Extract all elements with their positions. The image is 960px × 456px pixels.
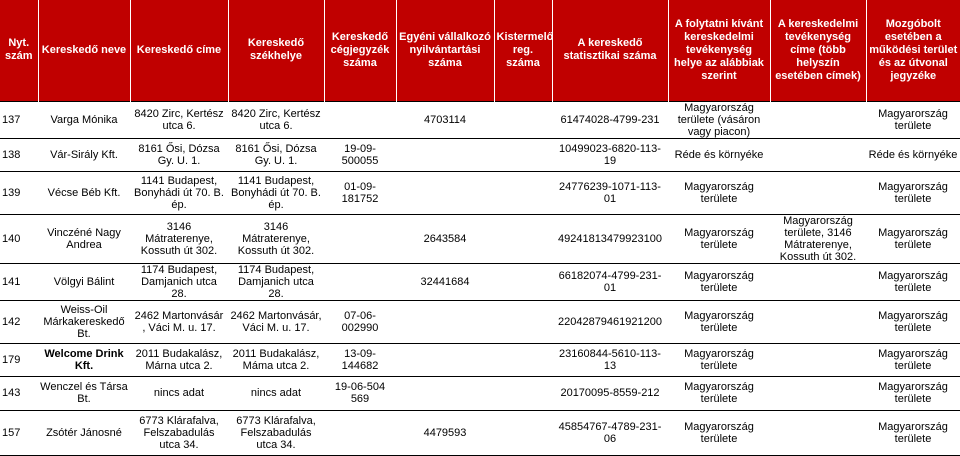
table-row	[0, 376, 960, 410]
cell-mobile-store: Magyarország területe	[866, 300, 960, 343]
cell-activity-place: Magyarország területe	[668, 214, 770, 263]
cell-company-reg	[324, 410, 396, 455]
cell-mobile-store: Magyarország területe	[866, 171, 960, 214]
header-mobile-store: Mozgóbolt esetében a működési terület és az útvonal jegyzéke	[866, 0, 960, 101]
cell-seat: 2462 Martonvásár, Váci M. u. 17.	[228, 300, 324, 343]
cell-name: Wenczel és Társa Bt.	[38, 376, 130, 410]
cell-kistermelo	[494, 263, 552, 300]
cell-mobile-store: Magyarország területe	[866, 343, 960, 376]
cell-nyt: 142	[0, 300, 38, 343]
cell-ev-number: 4703114	[396, 101, 494, 138]
cell-stat-number: 10499023-6820-113-19	[552, 138, 668, 171]
cell-activity-place: Magyarország területe (vásáron vagy piacon)	[668, 101, 770, 138]
cell-address: 1141 Budapest, Bonyhádi út 70. B. ép.	[130, 171, 228, 214]
cell-activity-place: Magyarország területe	[668, 300, 770, 343]
cell-mobile-store: Magyarország területe	[866, 410, 960, 455]
header-ev-number: Egyéni vállalkozó nyilvántartási száma	[396, 0, 494, 101]
cell-activity-address	[770, 343, 866, 376]
cell-activity-address	[770, 300, 866, 343]
cell-seat: 1174 Budapest, Damjanich utca 28.	[228, 263, 324, 300]
cell-address: 3146 Mátraterenye, Kossuth út 302.	[130, 214, 228, 263]
header-row	[0, 0, 960, 101]
header-name: Kereskedő neve	[38, 0, 130, 101]
cell-ev-number: 4479593	[396, 410, 494, 455]
header-seat: Kereskedő székhelye	[228, 0, 324, 101]
cell-activity-place: Réde és környéke	[668, 138, 770, 171]
cell-ev-number	[396, 376, 494, 410]
cell-mobile-store: Magyarország területe	[866, 376, 960, 410]
cell-address: 8420 Zirc, Kertész utca 6.	[130, 101, 228, 138]
cell-stat-number: 22042879461921200	[552, 300, 668, 343]
cell-address: 2011 Budakalász, Márna utca 2.	[130, 343, 228, 376]
table-body	[0, 101, 960, 455]
cell-nyt: 179	[0, 343, 38, 376]
cell-seat: 6773 Klárafalva, Felszabadulás utca 34.	[228, 410, 324, 455]
cell-company-reg: 19-09-500055	[324, 138, 396, 171]
header-activity-address: A kereskedelmi tevékenység címe (több helyszín esetében címek)	[770, 0, 866, 101]
cell-name: Vár-Sirály Kft.	[38, 138, 130, 171]
cell-company-reg	[324, 101, 396, 138]
table-row	[0, 171, 960, 214]
cell-ev-number: 32441684	[396, 263, 494, 300]
cell-activity-place: Magyarország területe	[668, 343, 770, 376]
cell-address: 1174 Budapest, Damjanich utca 28.	[130, 263, 228, 300]
table-row	[0, 300, 960, 343]
cell-seat: 8161 Ősi, Dózsa Gy. U. 1.	[228, 138, 324, 171]
cell-company-reg: 07-06-002990	[324, 300, 396, 343]
cell-stat-number: 24776239-1071-113-01	[552, 171, 668, 214]
cell-seat: nincs adat	[228, 376, 324, 410]
cell-name: Varga Mónika	[38, 101, 130, 138]
cell-mobile-store: Magyarország területe	[866, 214, 960, 263]
cell-activity-address	[770, 376, 866, 410]
cell-address: 6773 Klárafalva, Felszabadulás utca 34.	[130, 410, 228, 455]
cell-activity-place: Magyarország területe	[668, 263, 770, 300]
cell-nyt: 140	[0, 214, 38, 263]
cell-activity-address	[770, 138, 866, 171]
cell-kistermelo	[494, 300, 552, 343]
cell-mobile-store: Réde és környéke	[866, 138, 960, 171]
cell-address: 8161 Ősi, Dózsa Gy. U. 1.	[130, 138, 228, 171]
cell-activity-place: Magyarország területe	[668, 171, 770, 214]
cell-address: nincs adat	[130, 376, 228, 410]
table-row	[0, 214, 960, 263]
cell-seat: 8420 Zirc, Kertész utca 6.	[228, 101, 324, 138]
cell-stat-number: 23160844-5610-113-13	[552, 343, 668, 376]
cell-company-reg: 19-06-504 569	[324, 376, 396, 410]
header-activity-place: A folytatni kívánt kereskedelmi tevékenység helye az alábbiak szerint	[668, 0, 770, 101]
cell-activity-address: Magyarország területe, 3146 Mátraterenye, Kossuth út 302.	[770, 214, 866, 263]
cell-activity-address	[770, 171, 866, 214]
cell-kistermelo	[494, 343, 552, 376]
cell-name: Weiss-Oil Márkakereskedő Bt.	[38, 300, 130, 343]
cell-stat-number: 61474028-4799-231	[552, 101, 668, 138]
table-row	[0, 138, 960, 171]
table-row	[0, 263, 960, 300]
cell-name: Völgyi Bálint	[38, 263, 130, 300]
cell-kistermelo	[494, 138, 552, 171]
cell-name: Vécse Béb Kft.	[38, 171, 130, 214]
cell-ev-number	[396, 343, 494, 376]
cell-stat-number: 20170095-8559-212	[552, 376, 668, 410]
cell-company-reg	[324, 214, 396, 263]
cell-name: Welcome Drink Kft.	[38, 343, 130, 376]
header-kistermelo: Kistermelő reg. száma	[494, 0, 552, 101]
cell-company-reg: 01-09-181752	[324, 171, 396, 214]
table-row	[0, 343, 960, 376]
cell-ev-number: 2643584	[396, 214, 494, 263]
header-nyt: Nyt. szám	[0, 0, 38, 101]
cell-kistermelo	[494, 171, 552, 214]
header-company-reg: Kereskedő cégjegyzék száma	[324, 0, 396, 101]
cell-stat-number: 66182074-4799-231-01	[552, 263, 668, 300]
cell-activity-address	[770, 263, 866, 300]
cell-name: Zsótér Jánosné	[38, 410, 130, 455]
cell-activity-address	[770, 101, 866, 138]
cell-ev-number	[396, 300, 494, 343]
cell-activity-place: Magyarország területe	[668, 410, 770, 455]
cell-nyt: 143	[0, 376, 38, 410]
cell-mobile-store: Magyarország területe	[866, 263, 960, 300]
cell-seat: 1141 Budapest, Bonyhádi út 70. B. ép.	[228, 171, 324, 214]
cell-stat-number: 45854767-4789-231-06	[552, 410, 668, 455]
cell-mobile-store: Magyarország területe	[866, 101, 960, 138]
cell-nyt: 139	[0, 171, 38, 214]
table-row	[0, 410, 960, 455]
cell-name: Vinczéné Nagy Andrea	[38, 214, 130, 263]
cell-stat-number: 49241813479923100	[552, 214, 668, 263]
header-address: Kereskedő címe	[130, 0, 228, 101]
cell-seat: 2011 Budakalász, Máma utca 2.	[228, 343, 324, 376]
header-stat-number: A kereskedő statisztikai száma	[552, 0, 668, 101]
cell-seat: 3146 Mátraterenye, Kossuth út 302.	[228, 214, 324, 263]
cell-nyt: 157	[0, 410, 38, 455]
cell-ev-number	[396, 138, 494, 171]
cell-nyt: 138	[0, 138, 38, 171]
table-row	[0, 101, 960, 138]
cell-kistermelo	[494, 410, 552, 455]
cell-kistermelo	[494, 214, 552, 263]
cell-ev-number	[396, 171, 494, 214]
cell-nyt: 137	[0, 101, 38, 138]
cell-activity-place: Magyarország területe	[668, 376, 770, 410]
cell-address: 2462 Martonvásár , Váci M. u. 17.	[130, 300, 228, 343]
cell-nyt: 141	[0, 263, 38, 300]
cell-company-reg: 13-09-144682	[324, 343, 396, 376]
cell-company-reg	[324, 263, 396, 300]
cell-kistermelo	[494, 101, 552, 138]
cell-kistermelo	[494, 376, 552, 410]
cell-activity-address	[770, 410, 866, 455]
